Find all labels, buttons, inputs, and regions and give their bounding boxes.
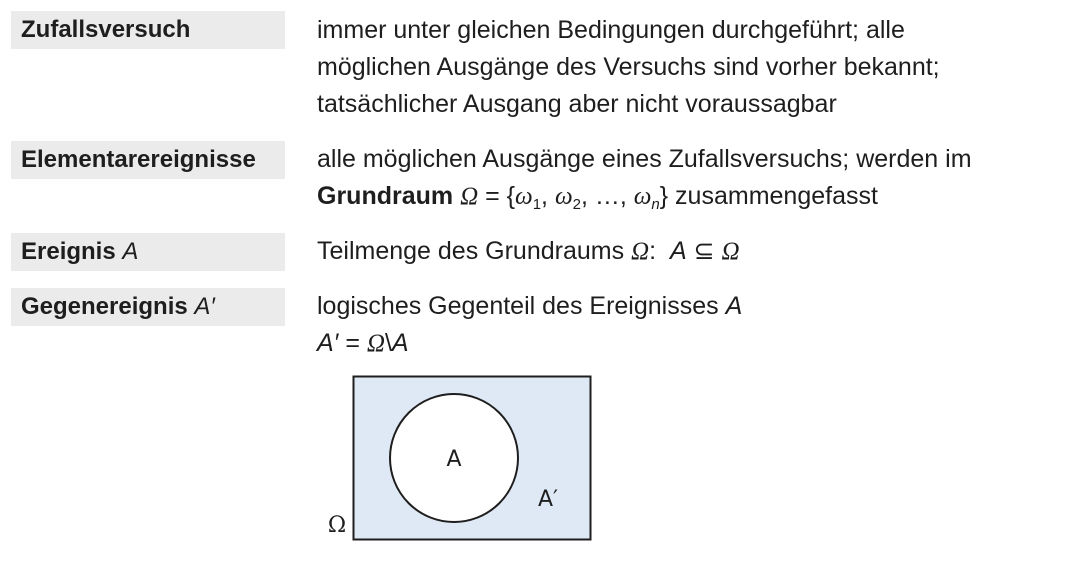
subscript: n xyxy=(651,196,660,213)
definition-variable: A xyxy=(725,292,743,320)
definition-line: möglichen Ausgänge des Versuchs sind vorher bekannt; xyxy=(317,53,940,81)
grundraum-label: Grundraum xyxy=(317,182,454,210)
subset-variable: A xyxy=(670,237,687,265)
definition-line xyxy=(317,288,1077,325)
term-variable: A′ xyxy=(194,293,215,320)
complement-formula xyxy=(317,325,1077,362)
omega-element: ω xyxy=(515,183,533,210)
definition-text: Teilmenge des Grundraums xyxy=(317,237,632,265)
definition-tail: zusammengefasst xyxy=(668,182,878,210)
set-close: } xyxy=(659,182,669,210)
term-label: Elementarereignisse xyxy=(21,146,256,173)
omega-symbol: Ω xyxy=(460,183,479,210)
ellipsis: …, xyxy=(594,182,634,210)
formula-equals: = xyxy=(338,329,367,357)
definition-zufallsversuch xyxy=(317,12,1077,123)
definition-elementarereignisse xyxy=(317,141,1077,215)
separator: , xyxy=(541,182,555,210)
set-open: = { xyxy=(485,182,516,210)
complement-label: A′ xyxy=(537,487,559,512)
definition-line xyxy=(317,233,1077,270)
subscript: 1 xyxy=(532,196,542,213)
omega-symbol: Ω xyxy=(721,238,740,265)
definition-line: tatsächlicher Ausgang aber nicht voraussagbar xyxy=(317,90,837,118)
universe-label: Ω xyxy=(327,513,347,538)
venn-diagram-svg xyxy=(320,372,600,544)
definition-text: logisches Gegenteil des Ereignisses xyxy=(317,292,726,320)
omega-element: ω xyxy=(554,183,573,210)
omega-element: ω xyxy=(633,183,652,210)
colon: : xyxy=(649,237,657,265)
definition-gegenereignis xyxy=(317,288,1077,362)
setminus-symbol: \ xyxy=(384,329,392,357)
venn-diagram xyxy=(320,372,600,544)
definition-line: alle möglichen Ausgänge eines Zufallsversuchs; werden im xyxy=(317,145,972,173)
separator: , xyxy=(580,182,595,210)
term-label: Ereignis xyxy=(21,238,123,265)
term-label: Zufallsversuch xyxy=(21,16,191,43)
formula-rhs: A xyxy=(391,329,409,357)
term-gegenereignis xyxy=(11,288,285,326)
definition-ereignis xyxy=(317,233,1077,270)
term-ereignis xyxy=(11,233,285,271)
omega-symbol: Ω xyxy=(366,330,385,357)
definition-line: immer unter gleichen Bedingungen durchgeführt; alle xyxy=(317,16,905,44)
formula-lhs: A′ xyxy=(317,329,339,357)
subscript: 2 xyxy=(572,196,581,213)
term-label: Gegenereignis xyxy=(21,293,195,320)
subset-symbol: ⊆ xyxy=(686,237,722,265)
term-variable: A xyxy=(122,238,139,265)
definition-line-grundraum xyxy=(317,178,1077,215)
term-elementarereignisse xyxy=(11,141,285,179)
term-zufallsversuch xyxy=(11,11,285,49)
omega-symbol: Ω xyxy=(631,238,650,265)
event-label: A xyxy=(446,447,462,472)
